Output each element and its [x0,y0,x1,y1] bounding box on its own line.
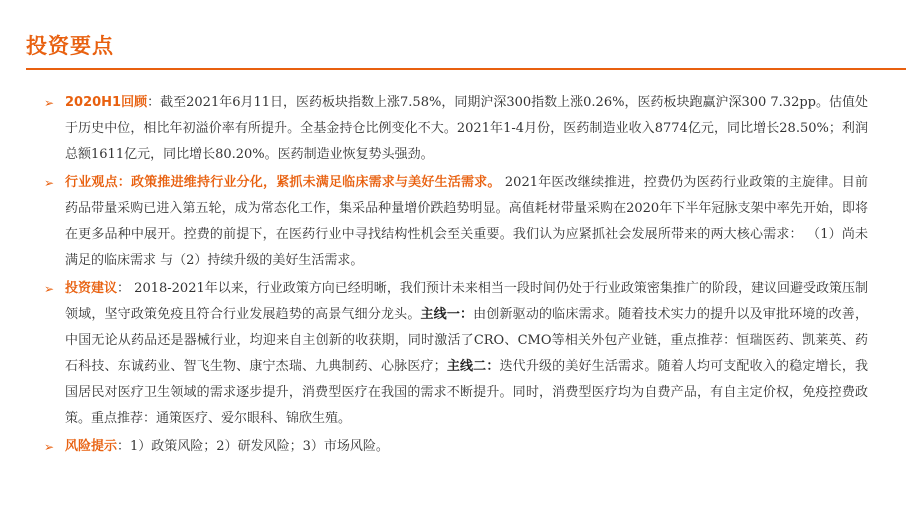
label-separator: ： [117,281,131,296]
paragraph-label: 行业观点 [65,175,118,190]
content-body [44,90,868,460]
page-title: 投资要点 [26,34,114,58]
label-separator: ： [147,95,161,110]
paragraph-text: 2021年医改继续推进，控费仍为医药行业政策的主旋律。目前药品带量采购已进入第五轮，成为常态化工作，集采品种量增价跌趋势明显。高值耗材带量采购在2020年下半年冠脉支架中率先开始，即将在更多品种中展开。控费的前提下，在医药行业中寻找结构性机会至关重要。我们认为应紧抓社会发展所带来的两大核心需求： （1）尚未满足的临床需求 与（2）持续升级的美好生活需求。 [65,175,868,268]
arrow-bullet-icon: ➢ [44,96,55,110]
label-separator: ： [117,439,131,454]
arrow-bullet-icon: ➢ [44,176,55,190]
paragraph-text: 1）政策风险；2）研发风险；3）市场风险。 [130,439,389,454]
paragraph-text: 由创新驱动的临床需求。随着技术实力的提升以及审批环境的改善，中国无论从药品还是器械行业，均迎来自主创新的收获期，同时激活了CRO、CMO等相关外包产业链，重点推荐：恒瑞医药、凯莱英、药石科技、东诚药业、智飞生物、康宁杰瑞、九典制药、心脉医疗； [65,307,868,374]
mainline-one-label: 主线一： [420,307,474,322]
paragraph-highlight: 政策推进维持行业分化，紧抓未满足临床需求与美好生活需求。 [131,175,501,190]
paragraph-text: 截至2021年6月11日，医药板块指数上涨7.58%，同期沪深300指数上涨0.26%，医药板块跑赢沪深300 7.32pp。估值处于历史中位，相比年初溢价率有所提升。全基金持仓比例变化不大。2021年1-4月份，医药制造业收入8774亿元，同比增长28.50%；利润总额1611亿元，同比增长80.20%。医药制造业恢复势头强劲。 [65,95,868,162]
paragraph-industry-view [44,170,868,274]
paragraph-text: 迭代升级的美好生活需求。随着人均可支配收入的稳定增长，我国居民对医疗卫生领域的需求逐步提升，消费型医疗在我国的需求不断提升。同时，消费型医疗均为自费产品，有自主定价权，免疫控费政策。重点推荐：通策医疗、爱尔眼科、锦欣生殖。 [65,359,868,426]
label-separator: ： [117,175,131,190]
arrow-bullet-icon: ➢ [44,282,55,296]
paragraph-investment-advice [44,276,868,432]
paragraph-text: 2018-2021年以来，行业政策方向已经明晰，我们预计未来相当一段时间仍处于行业政策密集推广的阶段，建议回避受政策压制领域，坚守政策免疫且符合行业发展趋势的高景气细分龙头。 [65,281,868,322]
mainline-two-label: 主线二： [446,359,500,374]
paragraph-review [44,90,868,168]
paragraph-label: 投资建议 [65,281,118,296]
arrow-bullet-icon: ➢ [44,440,55,454]
title-divider [26,68,906,70]
paragraph-risk [44,434,868,460]
paragraph-label: 风险提示 [65,439,118,454]
paragraph-label: 2020H1回顾 [65,95,148,110]
